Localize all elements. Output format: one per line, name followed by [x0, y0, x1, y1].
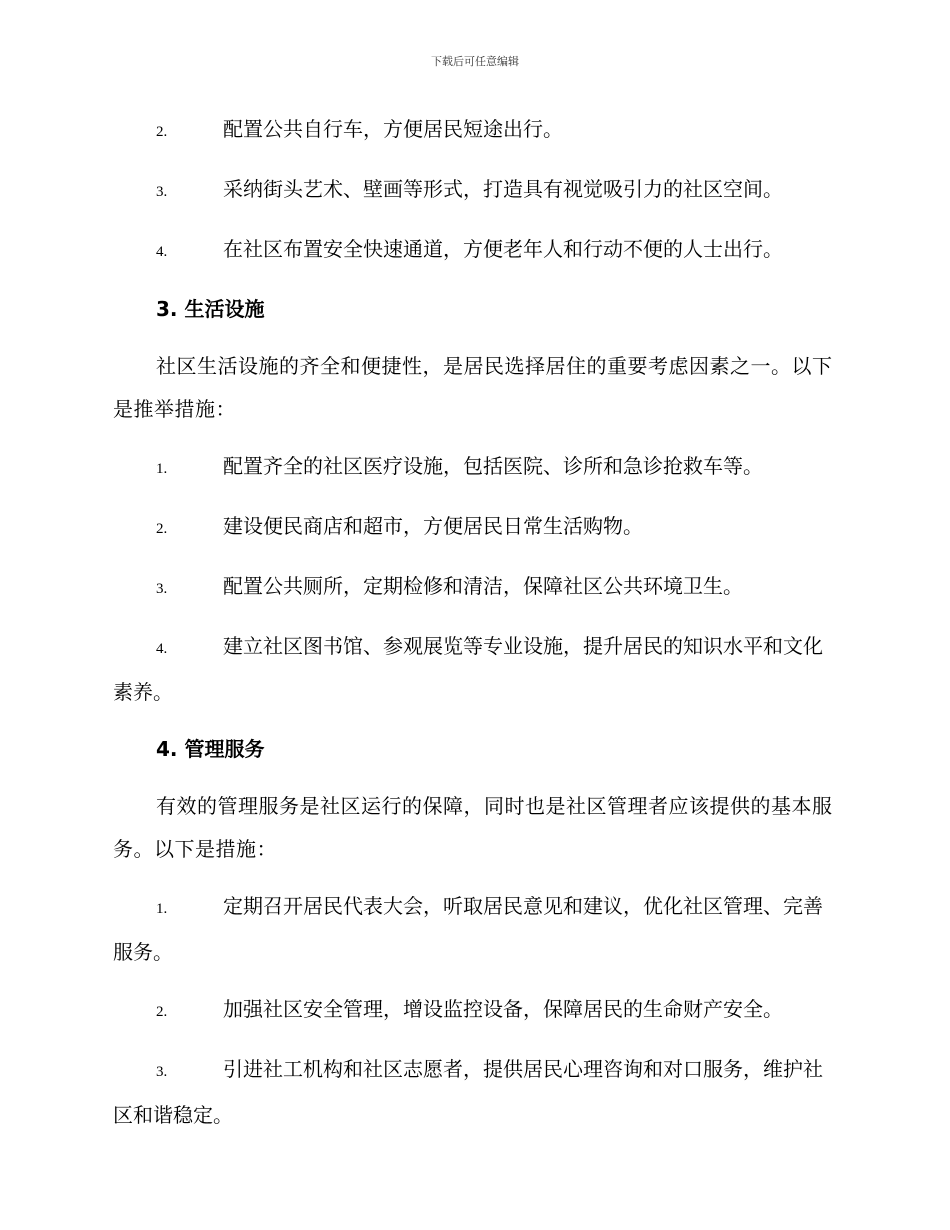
list-number: 3.	[156, 184, 168, 200]
list-item	[113, 1048, 838, 1137]
list-item	[113, 565, 838, 611]
list-item	[113, 228, 838, 274]
list-number: 4.	[156, 641, 168, 657]
section-intro-living-facilities: 社区生活设施的齐全和便捷性，是居民选择居住的重要考虑因素之一。以下是推举措施：	[113, 354, 833, 421]
list-number: 4.	[156, 244, 168, 260]
list-item	[113, 505, 838, 551]
list-item	[113, 625, 838, 714]
list-number: 3.	[156, 1064, 168, 1080]
list-item	[113, 445, 838, 491]
list-text: 加强社区安全管理，增设监控设备，保障居民的生命财产安全。	[223, 997, 783, 1021]
list-item	[113, 988, 838, 1034]
section-heading-management-services: 4. 管理服务	[156, 737, 265, 761]
list-number: 2.	[156, 521, 168, 537]
list-text: 配置齐全的社区医疗设施，包括医院、诊所和急诊抢救车等。	[223, 454, 763, 478]
list-text: 引进社工机构和社区志愿者，提供居民心理咨询和对口服务，维护社区和谐稳定。	[113, 1057, 823, 1127]
list-text: 采纳街头艺术、壁画等形式，打造具有视觉吸引力的社区空间。	[223, 177, 783, 201]
list-number: 1.	[156, 901, 168, 917]
document-body	[113, 108, 838, 1151]
list-item	[113, 108, 838, 154]
section-heading-living-facilities: 3. 生活设施	[156, 297, 265, 321]
list-number: 3.	[156, 581, 168, 597]
list-text: 配置公共自行车，方便居民短途出行。	[223, 117, 563, 141]
section-intro-management-services: 有效的管理服务是社区运行的保障，同时也是社区管理者应该提供的基本服务。以下是措施：	[113, 794, 833, 861]
list-text: 配置公共厕所，定期检修和清洁，保障社区公共环境卫生。	[223, 574, 743, 598]
list-number: 2.	[156, 1004, 168, 1020]
list-number: 1.	[156, 461, 168, 477]
page-header: 下载后可任意编辑	[431, 55, 519, 68]
list-text: 建立社区图书馆、参观展览等专业设施，提升居民的知识水平和文化素养。	[113, 634, 823, 704]
list-text: 定期召开居民代表大会，听取居民意见和建议，优化社区管理、完善服务。	[113, 894, 823, 964]
list-item	[113, 168, 838, 214]
list-item	[113, 885, 838, 974]
list-text: 在社区布置安全快速通道，方便老年人和行动不便的人士出行。	[223, 237, 783, 261]
list-text: 建设便民商店和超市，方便居民日常生活购物。	[223, 514, 643, 538]
list-number: 2.	[156, 124, 168, 140]
